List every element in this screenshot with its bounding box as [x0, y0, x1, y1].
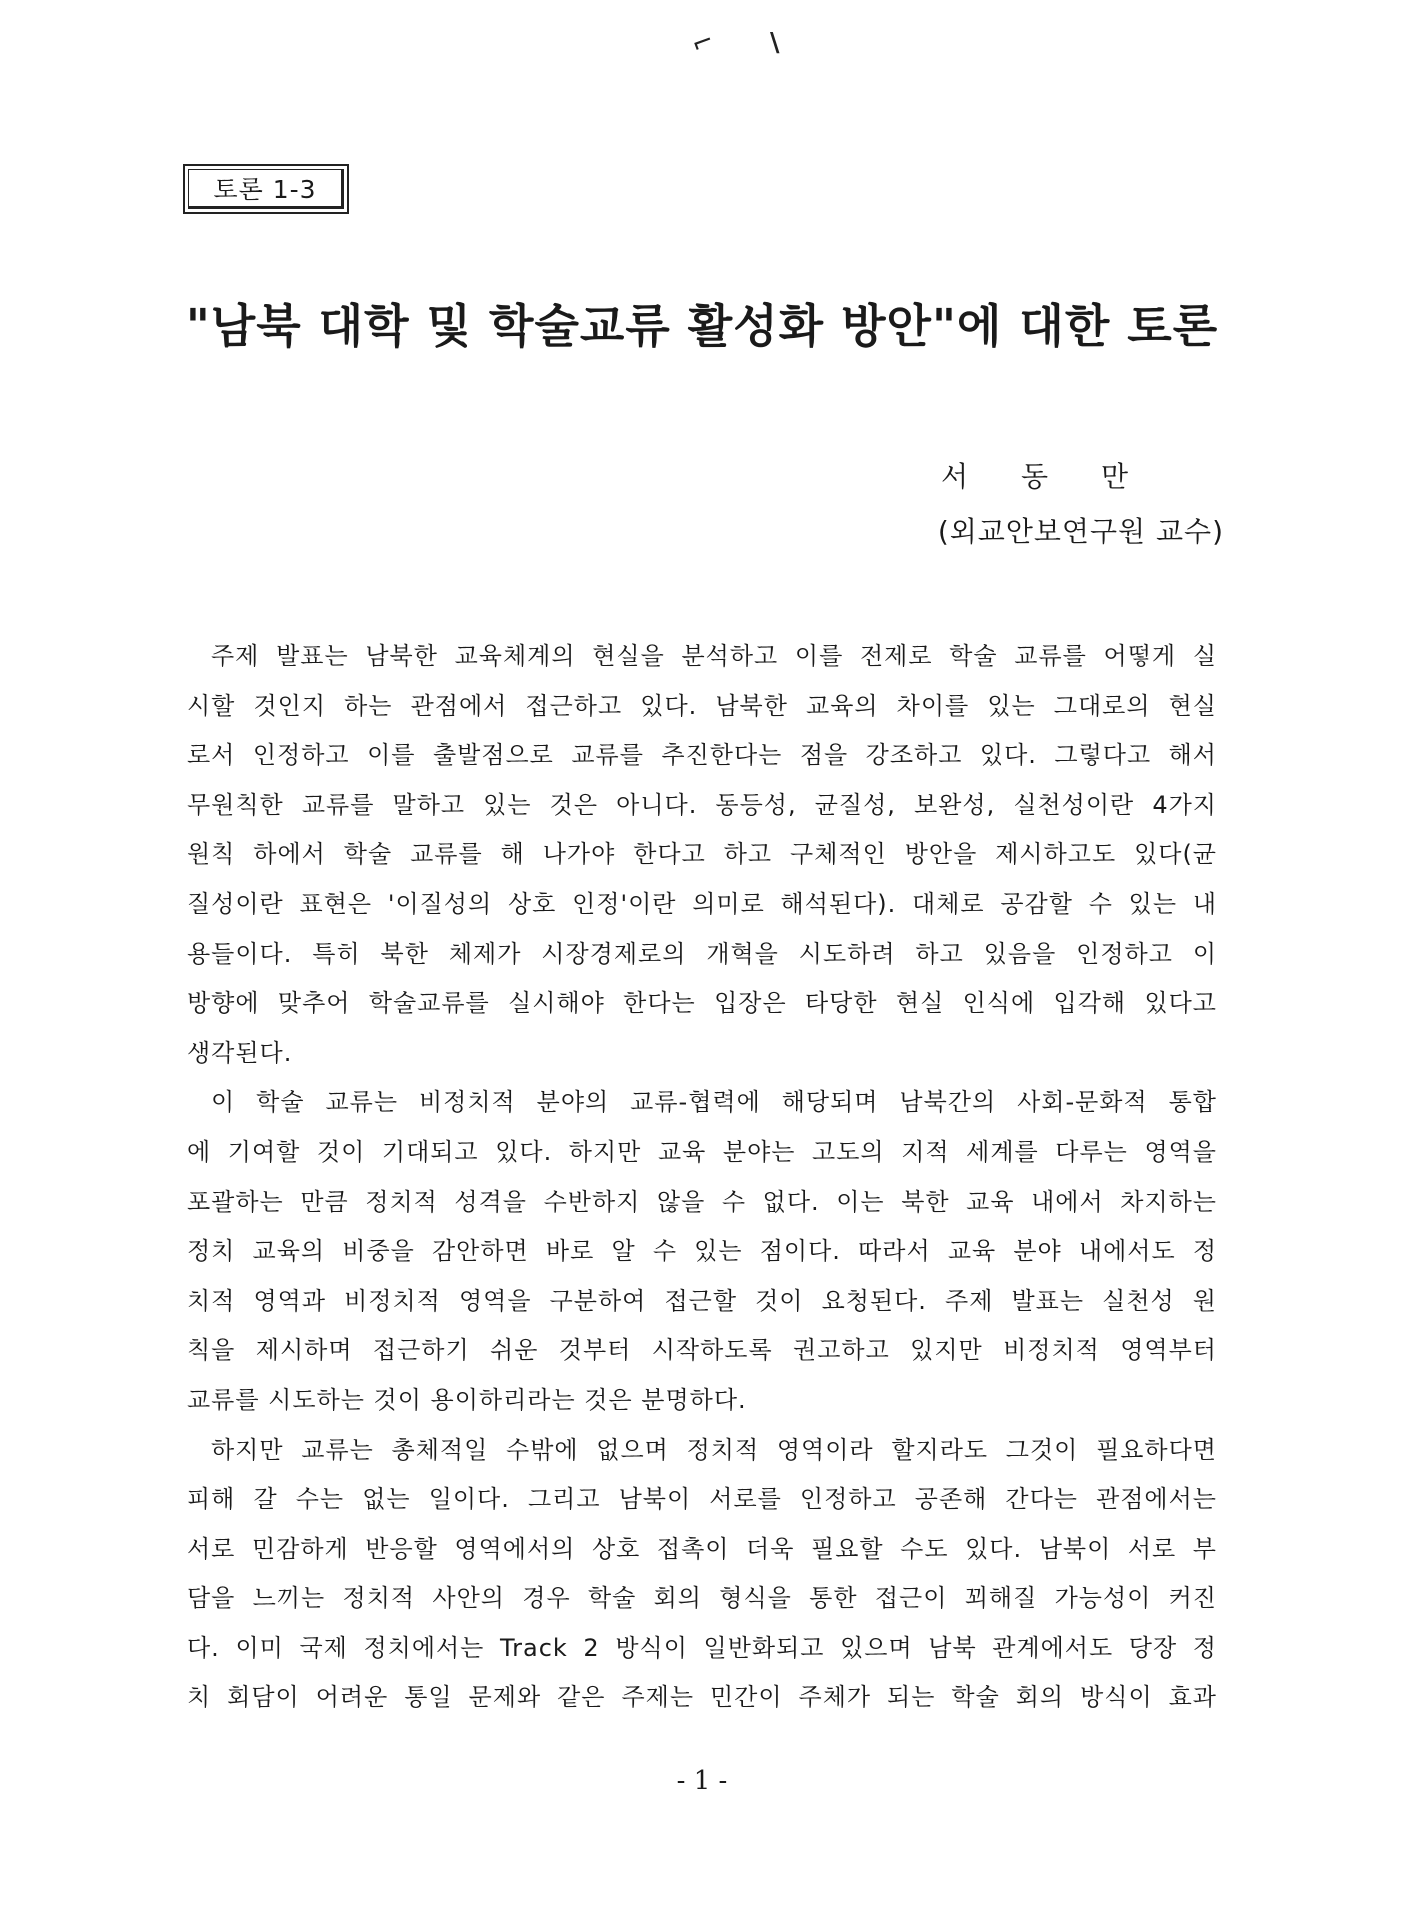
body-line: 질성이란 표현은 '이질성의 상호 인정'이란 의미로 해석된다). 대체로 공감할 수 있는 내 — [187, 889, 1217, 918]
body-line: 하지만 교류는 총체적일 수밖에 없으며 정치적 영역이라 할지라도 그것이 필요하다면 — [211, 1435, 1217, 1464]
body-line: 칙을 제시하며 접근하기 쉬운 것부터 시작하도록 권고하고 있지만 비정치적 영역부터 — [187, 1336, 1217, 1365]
body-line: 치적 영역과 비정치적 영역을 구분하여 접근할 것이 요청된다. 주제 발표는 실천성 원 — [187, 1286, 1217, 1315]
body-line: 담을 느끼는 정치적 사안의 경우 학술 회의 형식을 통한 접근이 꾀해질 가능성이 커진 — [187, 1584, 1217, 1613]
body-line: 주제 발표는 남북한 교육체계의 현실을 분석하고 이를 전제로 학술 교류를 어떻게 실 — [211, 642, 1217, 670]
body-line: 생각된다. — [187, 1038, 293, 1067]
page-number: - 1 - — [676, 1766, 728, 1796]
body-line: 로서 인정하고 이를 출발점으로 교류를 추진한다는 점을 강조하고 있다. 그렇다고 해서 — [187, 741, 1217, 770]
body-line: 피해 갈 수는 없는 일이다. 그리고 남북이 서로를 인정하고 공존해 간다는 관점에서는 — [187, 1485, 1217, 1514]
author-name: 서 동 만 — [941, 460, 1150, 493]
section-label-box — [183, 164, 349, 214]
body-line: 에 기여할 것이 기대되고 있다. 하지만 교육 분야는 고도의 지적 세계를 다루는 영역을 — [187, 1137, 1217, 1166]
body-line: 무원칙한 교류를 말하고 있는 것은 아니다. 동등성, 균질성, 보완성, 실천성이란 4가지 — [187, 790, 1217, 819]
body-line: 방향에 맞추어 학술교류를 실시해야 한다는 입장은 타당한 현실 인식에 입각해 있다고 — [187, 989, 1217, 1018]
author-affiliation: (외교안보연구원 교수) — [937, 515, 1224, 548]
document-title: "남북 대학 및 학술교류 활성화 방안"에 대한 토론 — [185, 299, 1219, 353]
body-line: 치 회담이 어려운 통일 문제와 같은 주제는 민간이 주체가 되는 학술 회의 방식이 효과 — [187, 1683, 1217, 1712]
body-text — [187, 632, 1217, 1723]
body-line: 교류를 시도하는 것이 용이하리라는 것은 분명하다. — [187, 1385, 747, 1414]
scan-mark-left: ⌐ — [687, 25, 719, 61]
body-line: 용들이다. 특히 북한 체제가 시장경제로의 개혁을 시도하려 하고 있음을 인정하고 이 — [187, 939, 1217, 968]
body-line: 원칙 하에서 학술 교류를 해 나가야 한다고 하고 구체적인 방안을 제시하고도 있다(균 — [187, 840, 1217, 869]
body-line: 포괄하는 만큼 정치적 성격을 수반하지 않을 수 없다. 이는 북한 교육 내에서 차지하는 — [187, 1187, 1217, 1216]
body-line: 시할 것인지 하는 관점에서 접근하고 있다. 남북한 교육의 차이를 있는 그대로의 현실 — [187, 691, 1217, 720]
scan-mark-right: \ — [770, 28, 780, 58]
body-line: 서로 민감하게 반응할 영역에서의 상호 접촉이 더욱 필요할 수도 있다. 남북이 서로 부 — [187, 1534, 1217, 1563]
body-line: 이 학술 교류는 비정치적 분야의 교류-협력에 해당되며 남북간의 사회-문화적 통합 — [211, 1088, 1217, 1117]
body-line: 정치 교육의 비중을 감안하면 바로 알 수 있는 점이다. 따라서 교육 분야 내에서도 정 — [187, 1237, 1217, 1266]
body-line: 다. 이미 국제 정치에서는 Track 2 방식이 일반화되고 있으며 남북 관계에서도 당장 정 — [187, 1633, 1217, 1662]
section-label: 토론 1-3 — [188, 169, 344, 209]
